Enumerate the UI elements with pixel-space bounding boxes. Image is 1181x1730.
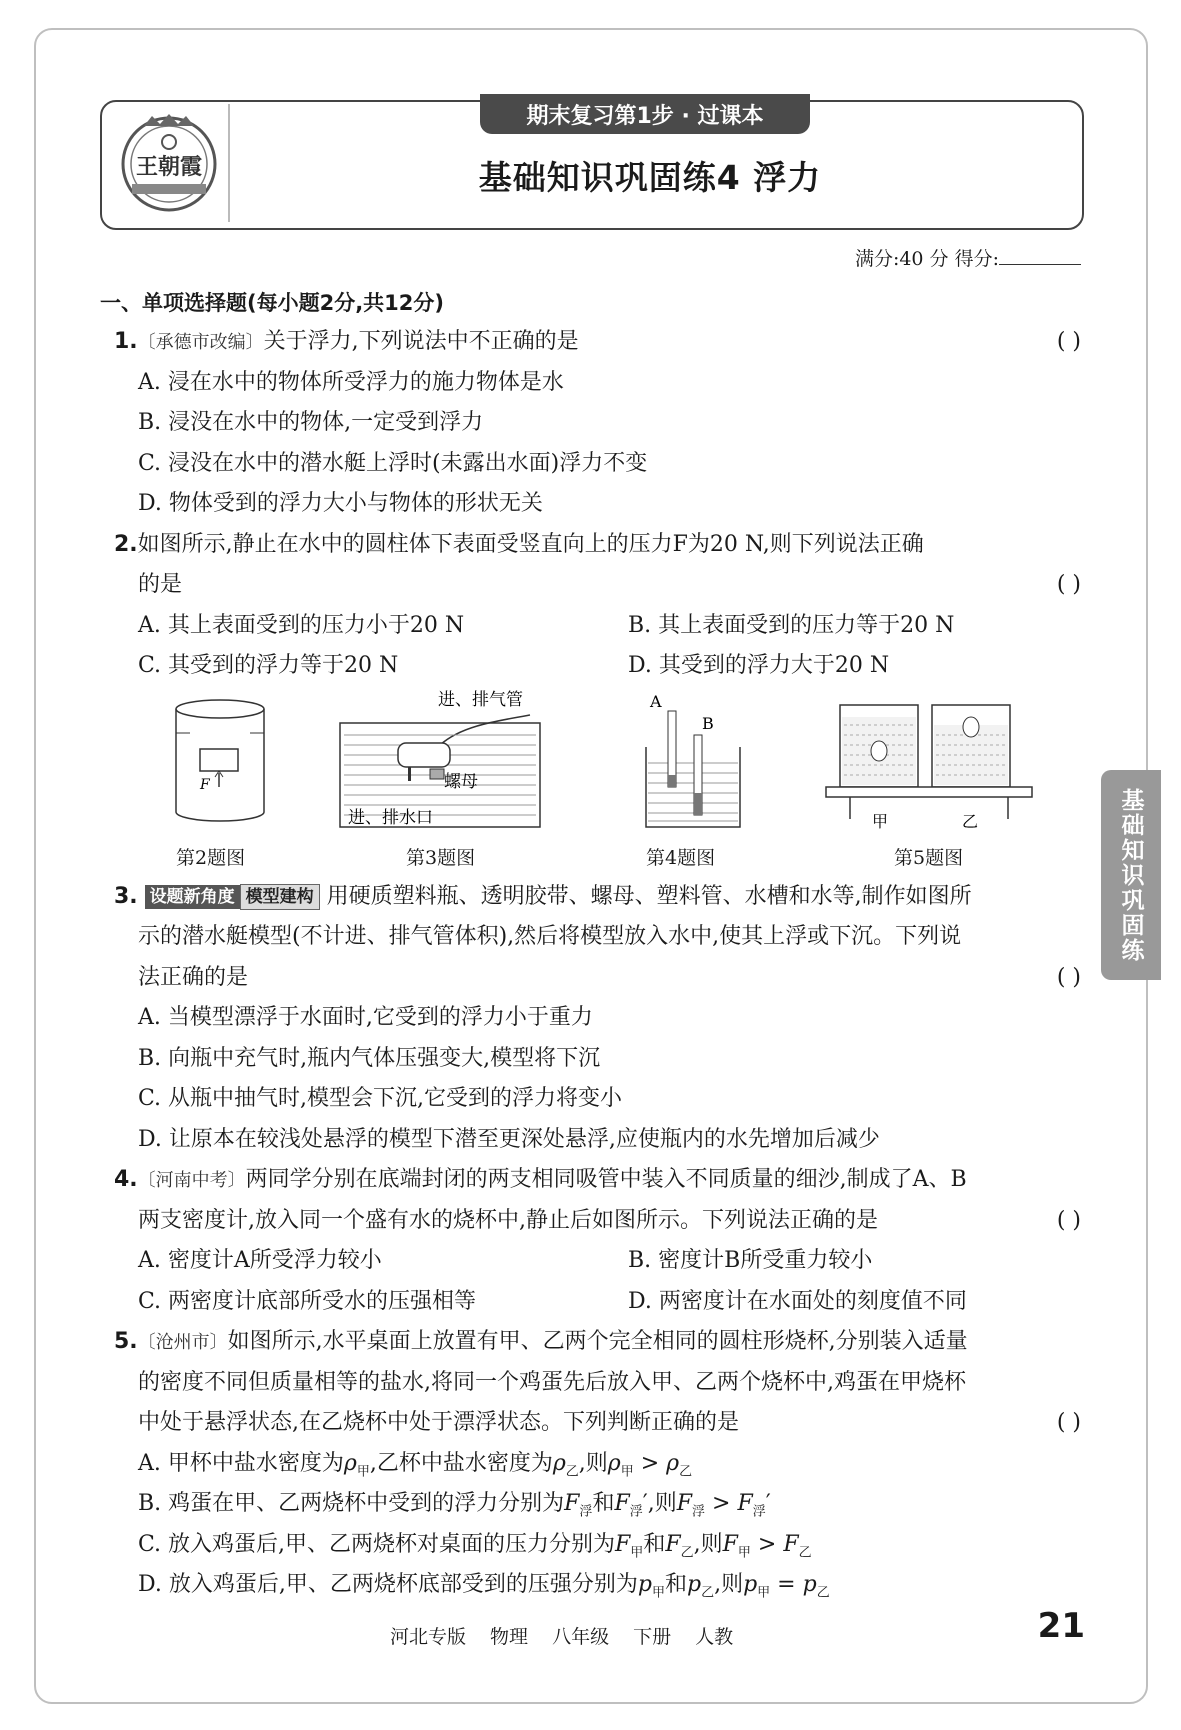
question-text: 的是 xyxy=(138,572,183,597)
header-divider xyxy=(228,104,230,222)
option-b: B. 向瓶中充气时,瓶内气体压强变大,模型将下沉 xyxy=(138,1045,601,1071)
label-b: B xyxy=(702,713,714,733)
options-row xyxy=(100,606,1085,647)
subscript: 乙 xyxy=(680,1544,694,1560)
question-text: 如图所示,静止在水中的圆柱体下表面受竖直向上的压力F为20 N,则下列说法正确 xyxy=(137,531,924,557)
logo-text: 王朝霞 xyxy=(135,154,203,180)
question-source: 〔承德市改编〕 xyxy=(137,332,264,353)
subscript: 乙 xyxy=(798,1544,812,1560)
logo-seal xyxy=(114,108,224,216)
label-port: 进、排水口 xyxy=(348,807,433,828)
symbol: F xyxy=(722,1531,738,1557)
subscript: 浮 xyxy=(692,1504,706,1520)
page-number: 21 xyxy=(1037,1606,1085,1646)
figures-row xyxy=(100,687,1085,877)
symbol: F xyxy=(676,1491,692,1516)
question-text: 中处于悬浮状态,在乙烧杯中处于漂浮状态。下列判断正确的是 xyxy=(138,1410,739,1435)
option-text: ,乙杯中盐水密度为 xyxy=(369,1450,553,1476)
figure-caption: 第4题图 xyxy=(646,846,716,869)
answer-blank[interactable]: ( ) xyxy=(1056,1410,1081,1435)
option-text: C. 放入鸡蛋后,甲、乙两烧杯对桌面的压力分别为 xyxy=(138,1531,616,1557)
subscript: 甲 xyxy=(737,1544,751,1560)
question-number: 1. xyxy=(114,329,138,354)
question-2-stem-cont xyxy=(100,565,1085,606)
option-b xyxy=(100,1484,1085,1525)
option-a: A. 当模型漂浮于水面时,它受到的浮力小于重力 xyxy=(138,1005,593,1030)
subscript: 浮 xyxy=(579,1504,593,1520)
question-5-stem xyxy=(100,1322,1085,1363)
figure-2 xyxy=(170,697,270,827)
label-nut: 螺母 xyxy=(444,771,478,792)
question-3-stem xyxy=(100,877,1085,918)
question-1-stem xyxy=(100,322,1085,363)
option-text: 和 xyxy=(664,1572,687,1597)
section-title: 一、单项选择题(每小题2分,共12分) xyxy=(100,291,445,315)
label-a: A xyxy=(650,691,662,711)
answer-blank[interactable]: ( ) xyxy=(1056,572,1081,597)
option-b: B. 浸没在水中的物体,一定受到浮力 xyxy=(138,410,484,435)
subscript: 乙 xyxy=(679,1463,693,1479)
option-b: B. 密度计B所受重力较小 xyxy=(628,1248,873,1273)
question-number: 5. xyxy=(114,1329,138,1354)
question-source: 〔河南中考〕 xyxy=(137,1170,246,1191)
question-3-stem-cont: 示的潜水艇模型(不计进、排气管体积),然后将模型放入水中,使其上浮或下沉。下列说 xyxy=(138,924,962,949)
score-line xyxy=(855,244,1081,271)
subscript: 甲 xyxy=(630,1544,644,1560)
option-text: A. 甲杯中盐水密度为 xyxy=(138,1450,344,1476)
options-row xyxy=(100,1282,1085,1323)
question-number: 2. xyxy=(114,531,138,557)
badge-new-angle: 设题新角度 xyxy=(145,885,240,909)
question-text: 用硬质塑料瓶、透明胶带、螺母、塑料管、水槽和水等,制作如图所 xyxy=(326,883,972,909)
option-c: C. 浸没在水中的潜水艇上浮时(未露出水面)浮力不变 xyxy=(138,450,648,476)
page-title: 基础知识巩固练4 浮力 xyxy=(478,158,822,197)
symbol: ρ xyxy=(552,1450,566,1476)
question-text: 如图所示,水平桌面上放置有甲、乙两个完全相同的圆柱形烧杯,分别装入适量 xyxy=(227,1329,968,1354)
answer-blank[interactable]: ( ) xyxy=(1056,1207,1081,1233)
option-text: ′,则 xyxy=(642,1491,677,1516)
option-c: C. 从瓶中抽气时,模型会下沉,它受到的浮力将变小 xyxy=(138,1086,623,1111)
subscript: 甲 xyxy=(620,1463,634,1479)
subscript: 浮 xyxy=(629,1504,643,1520)
symbol: p xyxy=(802,1572,817,1597)
label-yi: 乙 xyxy=(962,811,979,831)
question-2-stem xyxy=(100,525,1085,566)
score-blank[interactable] xyxy=(999,248,1081,265)
options-row xyxy=(100,646,1085,687)
option-d: D. 两密度计在水面处的刻度值不同 xyxy=(628,1288,967,1314)
symbol: F xyxy=(783,1531,799,1557)
option-a: A. 浸在水中的物体所受浮力的施力物体是水 xyxy=(138,369,564,395)
option-text: D. 放入鸡蛋后,甲、乙两烧杯底部受到的压强分别为 xyxy=(138,1572,638,1597)
header-tag: 期末复习第1步 · 过课本 xyxy=(480,94,810,134)
option-text: > xyxy=(705,1491,738,1516)
score-label: 满分:40 分 得分: xyxy=(854,248,999,270)
option-d: D. 让原本在较浅处悬浮的模型下潜至更深处悬浮,应使瓶内的水先增加后减少 xyxy=(138,1126,880,1152)
label-f: F xyxy=(200,776,210,793)
option-text: > xyxy=(750,1531,784,1557)
options-row xyxy=(100,1241,1085,1282)
symbol: F xyxy=(665,1531,681,1557)
answer-blank[interactable]: ( ) xyxy=(1056,329,1081,354)
symbol: ρ xyxy=(343,1450,357,1476)
label-jia: 甲 xyxy=(872,811,889,831)
question-text: 两支密度计,放入同一个盛有水的烧杯中,静止后如图所示。下列说法正确的是 xyxy=(138,1207,878,1233)
question-text: 关于浮力,下列说法中不正确的是 xyxy=(263,329,579,354)
question-3-stem-cont xyxy=(100,958,1085,999)
symbol: F xyxy=(737,1491,753,1516)
option-c: C. 其受到的浮力等于20 N xyxy=(138,653,399,678)
option-text: > xyxy=(633,1450,667,1476)
option-a xyxy=(100,1444,1085,1485)
footer: 河北专版 物理 八年级 下册 人教 xyxy=(390,1626,734,1648)
option-b: B. 其上表面受到的压力等于20 N xyxy=(628,612,955,638)
option-c xyxy=(100,1525,1085,1566)
symbol: F xyxy=(615,1531,631,1557)
option-a: A. 其上表面受到的压力小于20 N xyxy=(138,612,465,638)
subscript: 甲 xyxy=(757,1585,771,1601)
figure-3 xyxy=(330,687,550,837)
symbol: F xyxy=(564,1491,580,1516)
option-c: C. 两密度计底部所受水的压强相等 xyxy=(138,1288,477,1314)
symbol: p xyxy=(743,1572,758,1597)
badge-model: 模型建构 xyxy=(240,884,320,910)
option-a: A. 密度计A所受浮力较小 xyxy=(138,1248,382,1273)
symbol: ρ xyxy=(607,1450,621,1476)
subscript: 甲 xyxy=(356,1463,370,1479)
label-pipe: 进、排气管 xyxy=(438,689,523,710)
subscript: 浮 xyxy=(752,1504,766,1520)
answer-blank[interactable]: ( ) xyxy=(1056,964,1081,990)
question-source: 〔沧州市〕 xyxy=(137,1332,228,1353)
subscript: 乙 xyxy=(816,1585,830,1601)
option-d: D. 其受到的浮力大于20 N xyxy=(628,653,890,678)
figure-4 xyxy=(640,687,750,837)
option-d xyxy=(100,1565,1085,1606)
question-5-stem-cont xyxy=(100,1403,1085,1444)
question-4-stem xyxy=(100,1160,1085,1201)
side-tab[interactable]: 基础知识巩固练 xyxy=(1101,770,1161,980)
subscript: 甲 xyxy=(651,1585,665,1601)
option-text: B. 鸡蛋在甲、乙两烧杯中受到的浮力分别为 xyxy=(138,1491,565,1516)
option-text: ,则 xyxy=(578,1450,608,1476)
symbol: ρ xyxy=(666,1450,680,1476)
question-4-stem-cont xyxy=(100,1201,1085,1242)
question-number: 3. xyxy=(114,883,138,909)
figure-caption: 第3题图 xyxy=(406,846,476,869)
subscript: 乙 xyxy=(701,1585,715,1601)
option-text: ,则 xyxy=(714,1572,744,1597)
symbol: p xyxy=(686,1572,702,1597)
option-text: ′ xyxy=(765,1491,771,1516)
question-number: 4. xyxy=(114,1167,138,1192)
question-text: 两同学分别在底端封闭的两支相同吸管中装入不同质量的细沙,制成了A、B xyxy=(245,1167,967,1192)
content xyxy=(100,284,1085,1606)
option-text: 和 xyxy=(643,1531,666,1557)
symbol: F xyxy=(614,1491,630,1516)
figure-caption: 第5题图 xyxy=(894,846,964,869)
figure-caption: 第2题图 xyxy=(176,846,246,869)
question-5-stem-cont: 的密度不同但质量相等的盐水,将同一个鸡蛋先后放入甲、乙两个烧杯中,鸡蛋在甲烧杯 xyxy=(138,1369,966,1395)
option-text: = xyxy=(770,1572,803,1597)
figure-5 xyxy=(820,695,1040,835)
option-text: ,则 xyxy=(693,1531,723,1557)
option-d: D. 物体受到的浮力大小与物体的形状无关 xyxy=(138,491,543,516)
subscript: 乙 xyxy=(565,1463,579,1479)
option-text: 和 xyxy=(592,1491,615,1516)
symbol: p xyxy=(637,1572,652,1597)
question-text: 法正确的是 xyxy=(138,964,249,990)
